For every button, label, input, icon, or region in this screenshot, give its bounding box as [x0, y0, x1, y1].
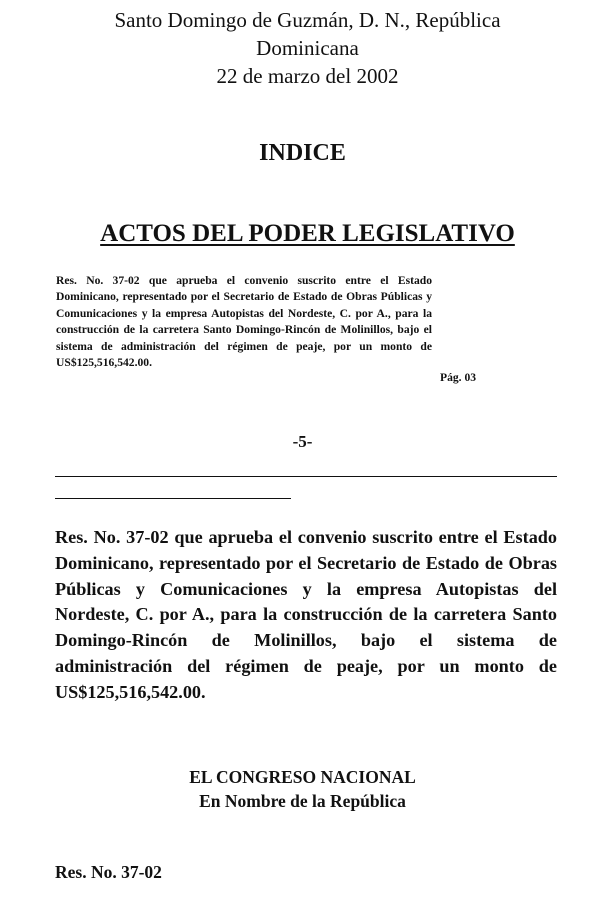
- index-entry-page-ref: Pág. 03: [440, 371, 477, 384]
- index-title: INDICE: [259, 140, 346, 166]
- congress-title: EL CONGRESO NACIONAL: [189, 767, 416, 787]
- separator-rule-short: [55, 498, 291, 499]
- resolution-paragraph: Res. No. 37-02 que aprueba el convenio suscrito entre el Estado Dominicano, representado por el Secretario de Estado de Obras Públicas y Comunicaciones y la empresa Autopistas del Nordeste, C. por A., para la construcción de la carretera Santo Domingo-Rincón de Molinillos, bajo el sistema de administración del régimen de peaje, por un monto de US$125,516,542.00.: [55, 527, 557, 702]
- resolution-number: Res. No. 37-02: [55, 862, 162, 882]
- congress-subtitle: En Nombre de la República: [199, 791, 406, 811]
- page-number: -5-: [292, 432, 313, 451]
- header-location-line: Santo Domingo de Guzmán, D. N., República: [114, 8, 501, 32]
- header-country-line: Dominicana: [256, 36, 359, 60]
- congress-heading: [0, 765, 605, 813]
- section-title: ACTOS DEL PODER LEGISLATIVO: [100, 220, 515, 247]
- document-header: [40, 6, 575, 90]
- index-entry-text: Res. No. 37-02 que aprueba el convenio suscrito entre el Estado Dominicano, representado por el Secretario de Estado de Obras Públicas y Comunicaciones y la empresa Autopistas del Nordeste, C. por A., para la construcción de la carretera Santo Domingo-Rincón de Molinillos, bajo el sistema de administración del régimen de peaje, por un monto de US$125,516,542.00.: [56, 274, 432, 370]
- header-date: 22 de marzo del 2002: [216, 64, 399, 88]
- separator-rule-long: [55, 476, 557, 477]
